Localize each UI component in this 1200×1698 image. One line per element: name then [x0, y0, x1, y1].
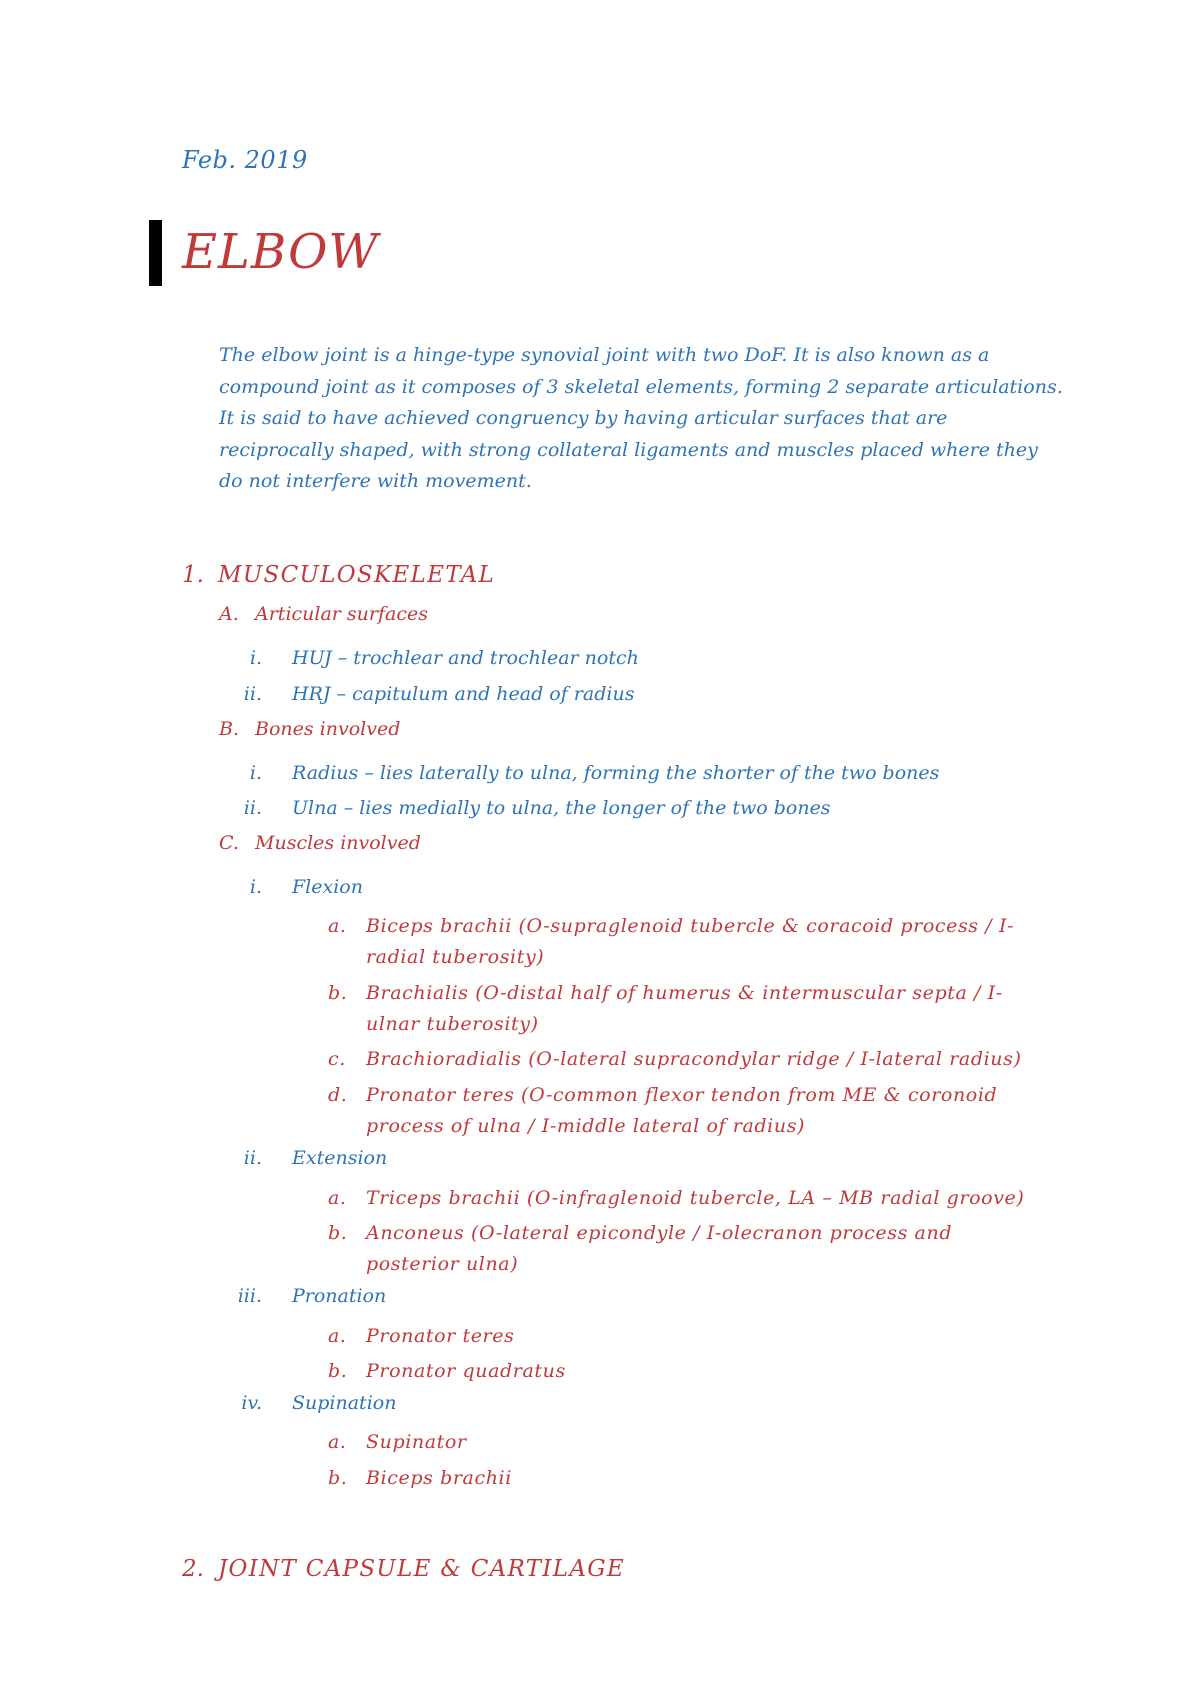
intro-line: reciprocally shaped, with strong collateral ligaments and muscles placed where they — [219, 438, 1038, 461]
list-item — [249, 647, 639, 669]
subsection-title: Bones involved — [255, 718, 401, 740]
list-marker: ii. — [243, 797, 262, 819]
list-marker: i. — [249, 762, 262, 784]
list-item-text: Ulna – lies medially to ulna, the longer of the two bones — [292, 797, 831, 819]
intro-line: The elbow joint is a hinge-type synovial joint with two DoF. It is also known as a — [219, 344, 990, 366]
subsection-heading — [219, 718, 401, 740]
list-item — [237, 1285, 387, 1307]
subsection-marker: A. — [219, 603, 239, 625]
list-marker: i. — [249, 647, 262, 669]
muscle-item — [328, 1183, 1025, 1214]
muscle-item — [328, 1356, 566, 1387]
muscle-line: posterior ulna) — [366, 1253, 519, 1275]
subsection-marker: C. — [219, 832, 239, 854]
list-item-text: Flexion — [292, 876, 363, 898]
list-marker: a. — [328, 1187, 347, 1209]
muscle-line: radial tuberosity) — [366, 946, 545, 968]
list-marker: d. — [328, 1084, 348, 1106]
section-number: 1. — [182, 562, 204, 588]
list-item-text: Pronation — [292, 1285, 387, 1307]
muscle-item — [328, 911, 1015, 973]
muscle-line: ulnar tuberosity) — [366, 1013, 539, 1035]
subsection-title: Articular surfaces — [255, 603, 428, 625]
list-item — [241, 1392, 397, 1414]
section-title: JOINT CAPSULE & CARTILAGE — [218, 1556, 626, 1582]
list-marker: c. — [328, 1048, 346, 1070]
list-item-text: HUJ – trochlear and trochlear notch — [292, 647, 639, 669]
muscle-line: Brachioradialis (O-lateral supracondylar ridge / I-lateral radius) — [366, 1048, 1022, 1070]
muscle-line: Anconeus (O-lateral epicondyle / I-olecranon process and — [366, 1222, 953, 1244]
muscle-item — [328, 1044, 1022, 1075]
muscle-item — [328, 1463, 512, 1494]
section-number: 2. — [182, 1556, 204, 1582]
list-item-text: Radius – lies laterally to ulna, forming the shorter of the two bones — [292, 762, 940, 784]
muscle-line: Pronator teres (O-common flexor tendon from ME & coronoid — [366, 1084, 998, 1106]
document-title: ELBOW — [182, 224, 379, 280]
section-heading — [182, 1556, 625, 1582]
muscle-item — [328, 978, 1003, 1040]
muscle-line: Pronator teres — [366, 1325, 515, 1347]
muscle-line: Biceps brachii (O-supraglenoid tubercle & coracoid process / I- — [366, 915, 1015, 937]
muscle-line: Triceps brachii (O-infraglenoid tubercle, LA – MB radial groove) — [366, 1187, 1025, 1209]
muscle-line: Brachialis (O-distal half of humerus & intermuscular septa / I- — [366, 982, 1003, 1004]
subsection-title: Muscles involved — [255, 832, 421, 854]
document-date: Feb. 2019 — [182, 146, 308, 174]
intro-line: compound joint as it composes of 3 skeletal elements, forming 2 separate articulations. — [219, 375, 1063, 398]
list-item — [243, 683, 635, 705]
list-item — [243, 797, 831, 819]
muscle-line: Biceps brachii — [366, 1467, 512, 1489]
list-item — [249, 876, 363, 898]
list-item-text: Extension — [292, 1147, 388, 1169]
intro-paragraph — [219, 340, 1063, 498]
list-marker: a. — [328, 1431, 347, 1453]
list-marker: ii. — [243, 683, 262, 705]
list-item-text: Supination — [292, 1392, 397, 1414]
list-marker: i. — [249, 876, 262, 898]
intro-line: It is said to have achieved congruency by having articular surfaces that are — [219, 407, 948, 429]
list-marker: b. — [328, 1467, 348, 1489]
list-item — [249, 762, 940, 784]
muscle-item — [328, 1427, 467, 1458]
subsection-marker: B. — [219, 718, 240, 740]
list-marker: a. — [328, 1325, 347, 1347]
list-marker: iv. — [241, 1392, 262, 1414]
list-marker: ii. — [243, 1147, 262, 1169]
muscle-line: process of ulna / I-middle lateral of radius) — [366, 1115, 806, 1137]
subsection-heading — [219, 603, 428, 625]
intro-line: do not interfere with movement. — [219, 470, 532, 492]
muscle-line: Pronator quadratus — [366, 1360, 566, 1382]
muscle-item — [328, 1080, 998, 1142]
title-accent-bar — [149, 220, 162, 286]
muscle-item — [328, 1218, 953, 1280]
list-marker: a. — [328, 915, 347, 937]
list-marker: b. — [328, 1360, 348, 1382]
section-title: MUSCULOSKELETAL — [218, 562, 496, 588]
muscle-line: Supinator — [366, 1431, 467, 1453]
list-marker: b. — [328, 1222, 348, 1244]
section-heading — [182, 562, 495, 588]
list-item-text: HRJ – capitulum and head of radius — [292, 683, 635, 705]
muscle-item — [328, 1321, 515, 1352]
subsection-heading — [219, 832, 421, 854]
list-item — [243, 1147, 388, 1169]
list-marker: iii. — [237, 1285, 262, 1307]
list-marker: b. — [328, 982, 348, 1004]
